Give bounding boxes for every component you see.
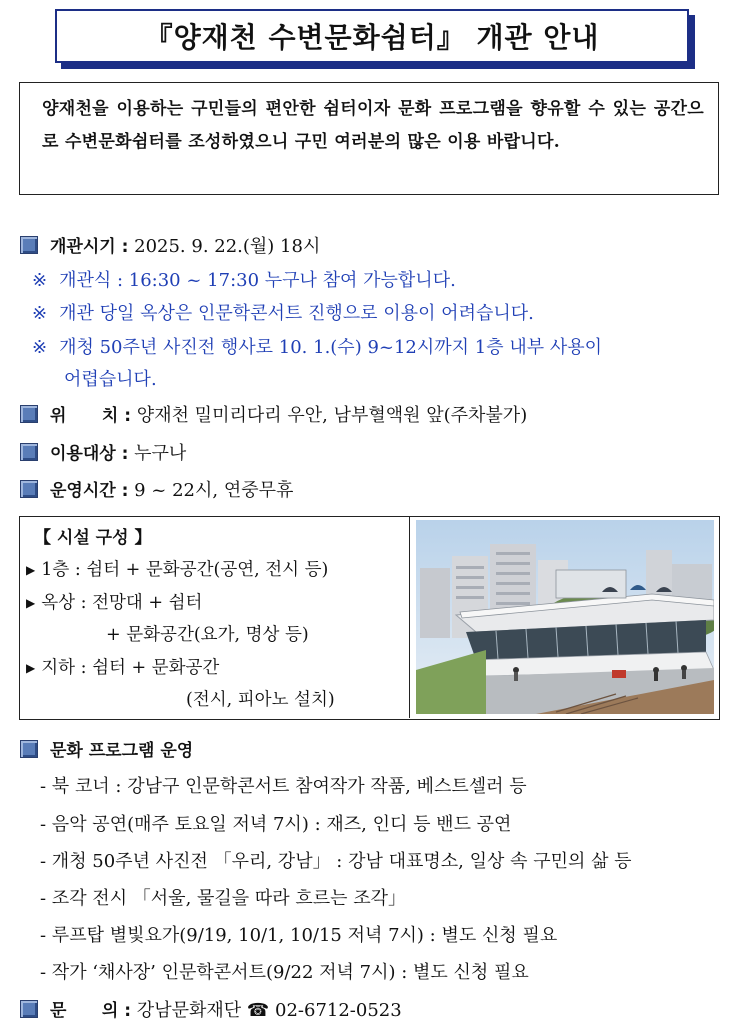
location-value: 양재천 밀미리다리 우안, 남부혈액원 앞(주차불가): [131, 405, 528, 426]
opening-note-3: [32, 333, 602, 359]
target-label: 이용대상 :: [50, 444, 129, 464]
note-text: 개관식 : 16:30 ~ 17:30 누구나 참여 가능합니다.: [59, 270, 456, 291]
building-illustration: [416, 520, 714, 714]
note-text: 개청 50주년 사진전 행사로 10. 1.(수) 9~12시까지 1층 내부 사용이: [59, 337, 602, 358]
opening-note-1: [32, 266, 456, 292]
facility-item: (전시, 피아노 설치): [186, 690, 335, 710]
location-row: [20, 401, 527, 427]
facility-item: ▶ 지하 : 쉼터 + 문화공간: [26, 658, 220, 678]
hours-row: [20, 476, 293, 502]
triangle-bullet-icon: ▶: [26, 563, 36, 577]
opening-row: [20, 232, 320, 258]
location-label: 위 치 :: [50, 406, 132, 426]
facility-item: + 문화공간(요가, 명상 등): [106, 625, 309, 645]
page-title: 『양재천 수변문화쉼터』 개관 안내: [55, 9, 689, 63]
square-bullet-icon: [20, 1000, 38, 1018]
target-value: 누구나: [128, 443, 187, 464]
contact-row: [20, 996, 402, 1022]
square-bullet-icon: [20, 740, 38, 758]
opening-label: 개관시기 :: [50, 237, 129, 257]
building-rendering-image: [416, 520, 714, 714]
note-mark: ※: [32, 303, 48, 324]
title-frame: [55, 9, 689, 63]
program-row: [20, 736, 193, 761]
program-item: - 개청 50주년 사진전 「우리, 강남」 : 강남 대표명소, 일상 속 구민의 삶 등: [40, 851, 632, 872]
facility-box: [19, 516, 720, 720]
program-item: - 루프탑 별빛요가(9/19, 10/1, 10/15 저녁 7시) : 별도 신청 필요: [40, 925, 558, 946]
square-bullet-icon: [20, 405, 38, 423]
note-mark: ※: [32, 337, 48, 358]
contact-label: 문 의 :: [50, 1001, 132, 1021]
intro-box: 양재천을 이용하는 구민들의 편안한 쉼터이자 문화 프로그램을 향유할 수 있는 공간으로 수변문화쉼터를 조성하였으니 구민 여러분의 많은 이용 바랍니다.: [19, 82, 719, 195]
triangle-bullet-icon: ▶: [26, 596, 36, 610]
contact-phone: 02-6712-0523: [269, 1000, 402, 1021]
phone-icon: ☎: [246, 1000, 270, 1021]
facility-item: ▶ 1층 : 쉼터 + 문화공간(공연, 전시 등): [26, 560, 329, 580]
opening-note-3-cont: 어렵습니다.: [64, 369, 157, 390]
program-item: - 북 코너 : 강남구 인문학콘서트 참여작가 작품, 베스트셀러 등: [40, 776, 527, 797]
facility-title: 【 시설 구성 】: [34, 528, 152, 548]
program-item: - 조각 전시 「서울, 물길을 따라 흐르는 조각」: [40, 888, 407, 909]
triangle-bullet-icon: ▶: [26, 661, 36, 675]
facility-list: [20, 517, 410, 718]
target-row: [20, 439, 186, 465]
note-mark: ※: [32, 270, 48, 291]
square-bullet-icon: [20, 443, 38, 461]
facility-item: ▶ 옥상 : 전망대 + 쉼터: [26, 593, 203, 613]
opening-note-2: [32, 299, 534, 325]
square-bullet-icon: [20, 236, 38, 254]
program-item: - 작가 ‘채사장’ 인문학콘서트(9/22 저녁 7시) : 별도 신청 필요: [40, 962, 529, 983]
square-bullet-icon: [20, 480, 38, 498]
note-text: 개관 당일 옥상은 인문학콘서트 진행으로 이용이 어려습니다.: [59, 303, 534, 324]
hours-value: 9 ~ 22시, 연중무휴: [128, 480, 294, 501]
program-label: 문화 프로그램 운영: [50, 741, 194, 761]
program-item: - 음악 공연(매주 토요일 저녁 7시) : 재즈, 인디 등 밴드 공연: [40, 814, 512, 835]
contact-org: 강남문화재단: [131, 1000, 247, 1021]
opening-value: 2025. 9. 22.(월) 18시: [128, 236, 321, 257]
hours-label: 운영시간 :: [50, 481, 129, 501]
